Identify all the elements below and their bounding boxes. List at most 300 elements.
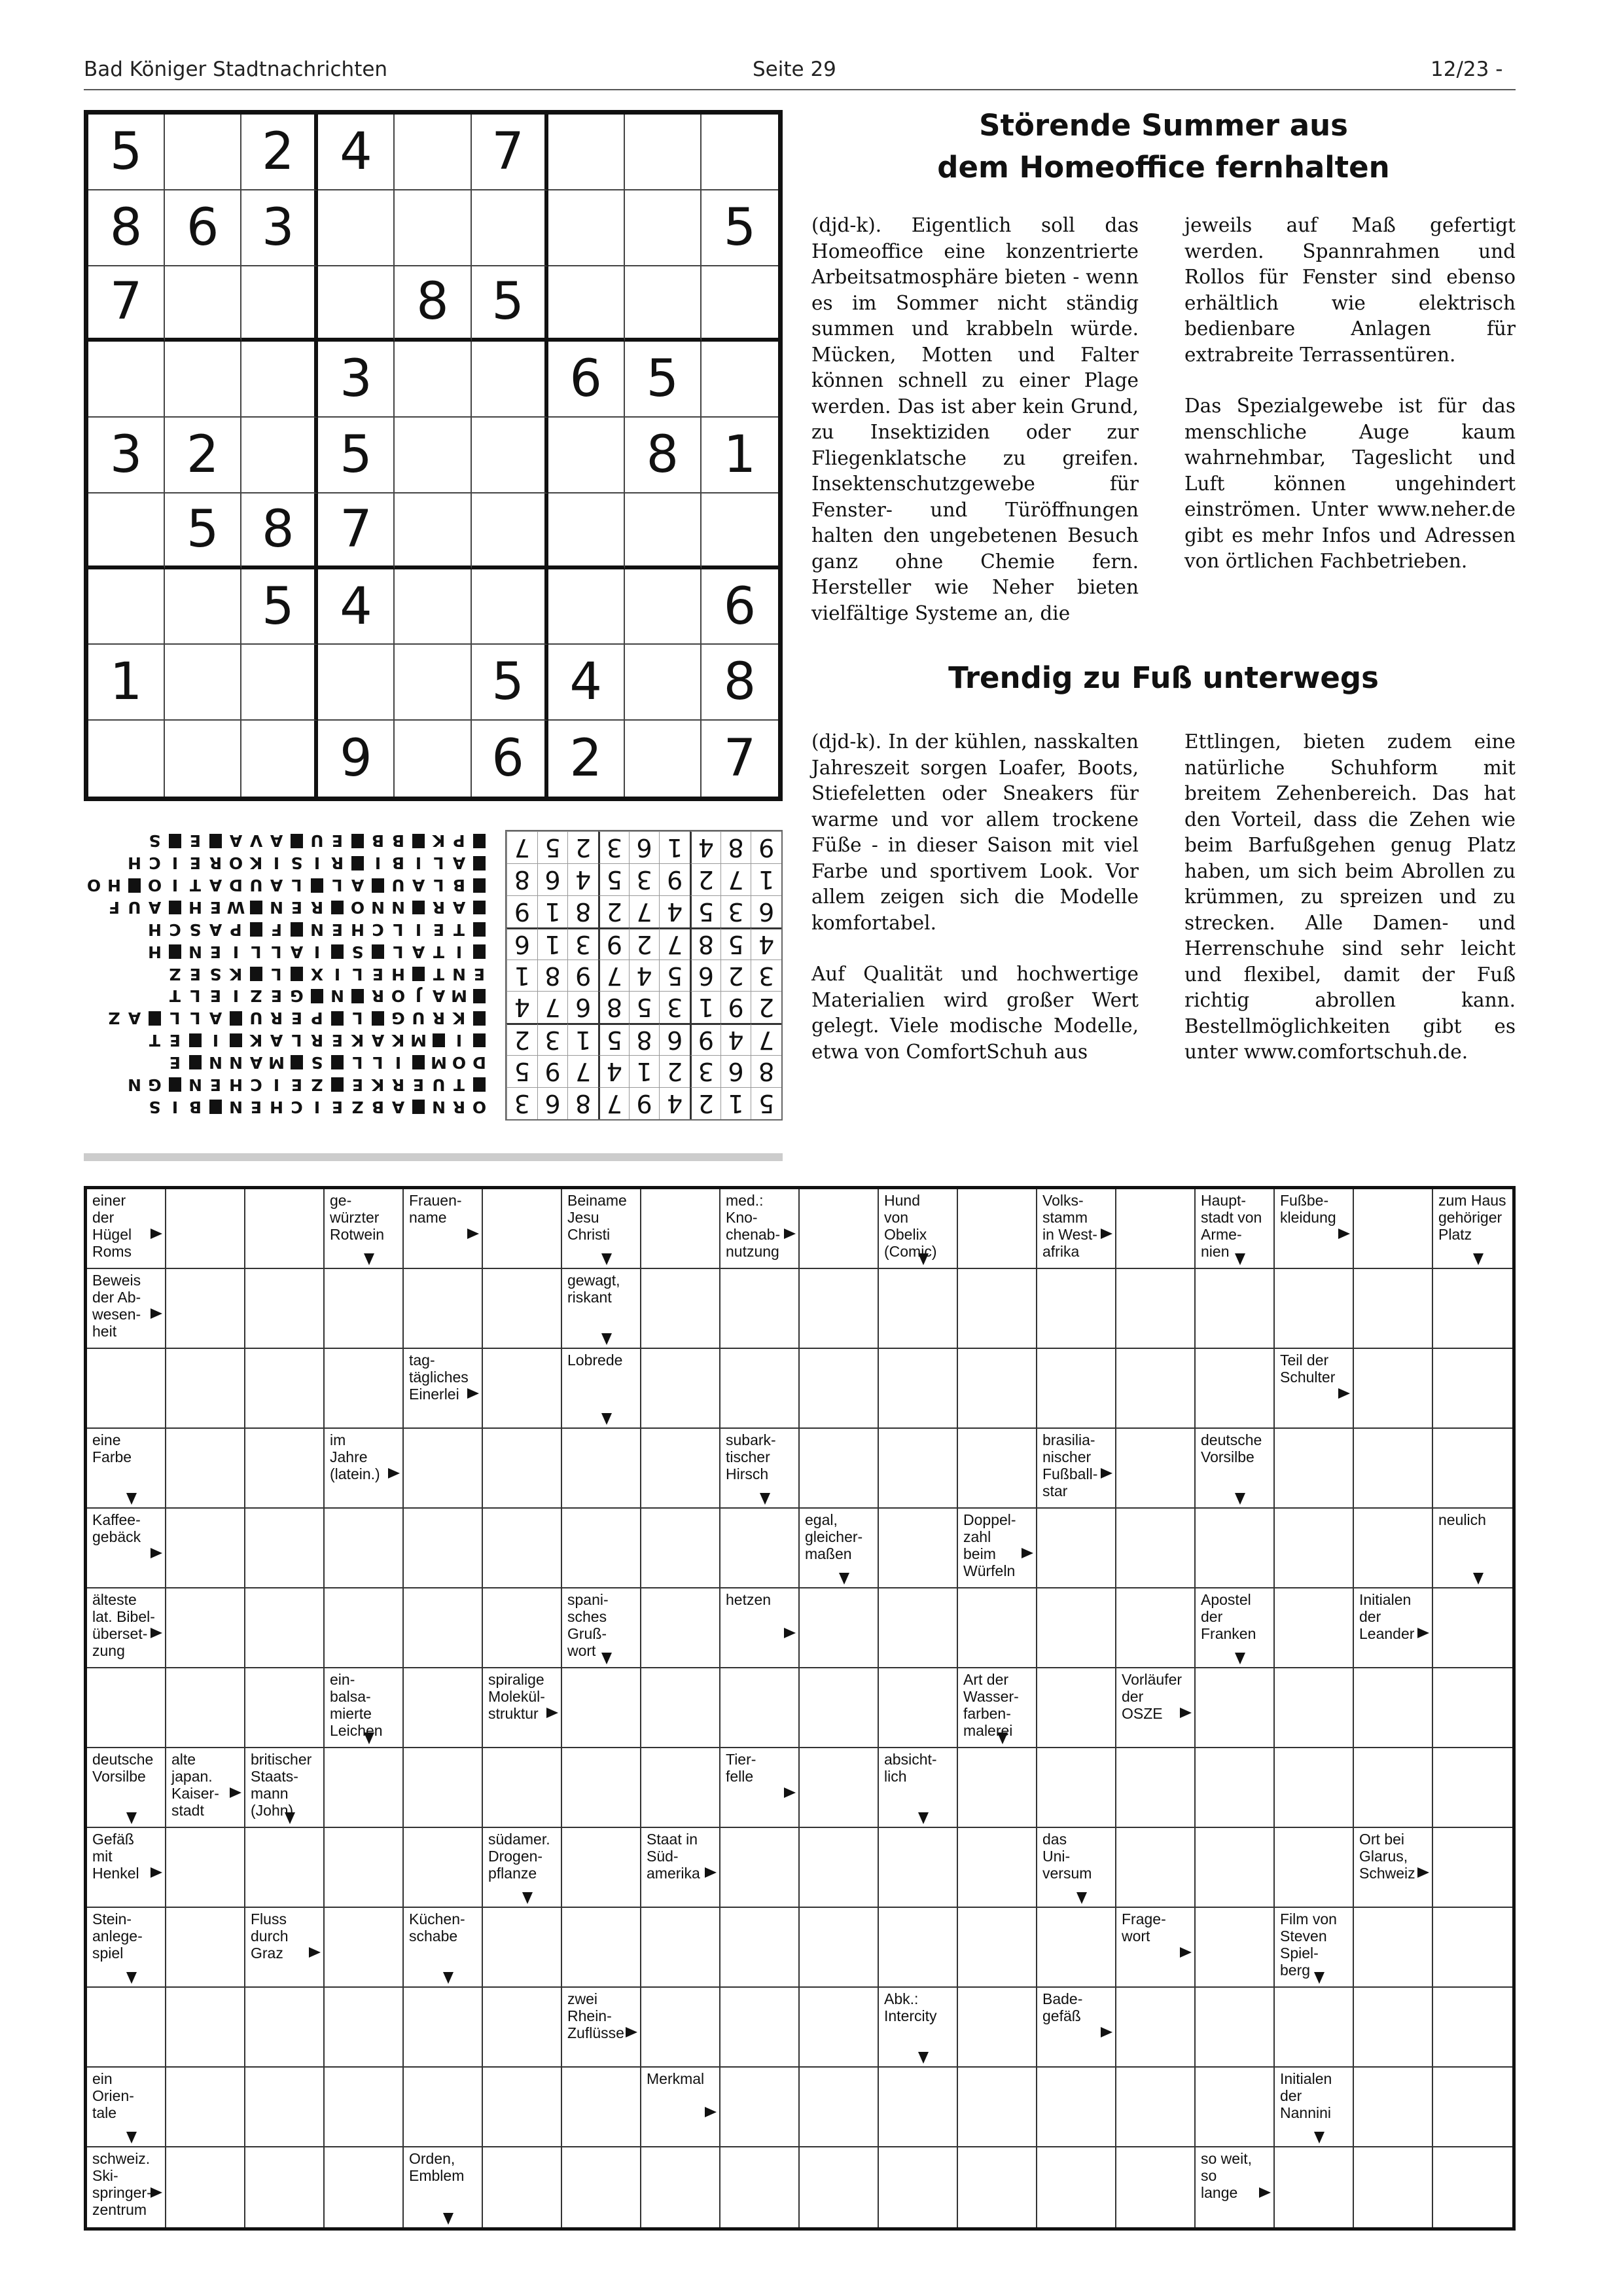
sudoku-cell[interactable]: 4 xyxy=(318,115,395,190)
crossword-answer-cell[interactable] xyxy=(325,2068,404,2147)
crossword-answer-cell[interactable] xyxy=(166,1668,245,1748)
crossword-clue-cell xyxy=(1196,1189,1275,1269)
crossword-answer-cell[interactable] xyxy=(958,1988,1037,2068)
crossword-answer-cell[interactable] xyxy=(1354,1509,1433,1588)
crossword-answer-cell[interactable] xyxy=(1116,2147,1196,2227)
crossword-answer-cell[interactable] xyxy=(245,1828,325,1908)
sudoku-cell[interactable] xyxy=(88,342,165,418)
crossword-answer-cell[interactable] xyxy=(1433,1748,1512,1828)
crossword-answer-cell[interactable] xyxy=(166,1908,245,1988)
crossword-answer-cell[interactable] xyxy=(720,2068,800,2147)
solution-letter: E xyxy=(291,897,303,917)
sudoku-cell[interactable] xyxy=(241,721,318,797)
crossword-answer-cell[interactable] xyxy=(720,1269,800,1349)
crossword-answer-cell[interactable] xyxy=(1354,1189,1433,1269)
crossword-answer-cell[interactable] xyxy=(641,1748,720,1828)
crossword-answer-cell[interactable] xyxy=(87,1668,166,1748)
crossword-answer-cell[interactable] xyxy=(404,1269,483,1349)
crossword-answer-cell[interactable] xyxy=(1196,1748,1275,1828)
crossword-answer-cell[interactable] xyxy=(1354,1429,1433,1509)
crossword-clue-cell xyxy=(641,2068,720,2147)
crossword-answer-cell[interactable] xyxy=(483,2147,562,2227)
crossword-answer-cell[interactable] xyxy=(483,2068,562,2147)
crossword-answer-cell[interactable] xyxy=(166,2147,245,2227)
crossword-answer-cell[interactable] xyxy=(1354,1748,1433,1828)
crossword-answer-cell[interactable] xyxy=(879,1429,958,1509)
crossword-answer-cell[interactable] xyxy=(879,1908,958,1988)
sudoku-cell[interactable] xyxy=(395,645,471,721)
solution-letter: T xyxy=(149,1031,161,1050)
sudoku-cell[interactable] xyxy=(702,493,778,569)
crossword-answer-cell[interactable] xyxy=(404,1509,483,1588)
crossword-answer-cell[interactable] xyxy=(641,1189,720,1269)
crossword-answer-cell[interactable] xyxy=(720,1908,800,1988)
sudoku-cell[interactable] xyxy=(395,569,471,645)
sudoku-cell[interactable]: 6 xyxy=(165,190,241,266)
crossword-answer-cell[interactable] xyxy=(483,1988,562,2068)
sudoku-cell[interactable] xyxy=(318,645,395,721)
sudoku-cell[interactable]: 5 xyxy=(318,418,395,493)
crossword-clue-text: Vorläufer der OSZE xyxy=(1122,1671,1182,1722)
sudoku-cell[interactable]: 3 xyxy=(241,190,318,266)
crossword-answer-cell[interactable] xyxy=(1196,2068,1275,2147)
solution-letter: L xyxy=(372,1052,383,1072)
arrow-down-icon xyxy=(1314,1972,1324,1984)
crossword-answer-cell[interactable] xyxy=(1275,1828,1354,1908)
crossword-answer-cell[interactable] xyxy=(166,1429,245,1509)
crossword-answer-cell[interactable] xyxy=(958,1588,1037,1668)
crossword-answer-cell[interactable] xyxy=(879,1588,958,1668)
sudoku-cell[interactable] xyxy=(165,266,241,342)
crossword-answer-cell[interactable] xyxy=(404,1748,483,1828)
crossword-answer-cell[interactable] xyxy=(1275,1429,1354,1509)
crossword-answer-cell[interactable] xyxy=(483,1748,562,1828)
crossword-answer-cell[interactable] xyxy=(720,1988,800,2068)
crossword-answer-cell[interactable] xyxy=(641,1349,720,1429)
sudoku-cell[interactable] xyxy=(88,569,165,645)
crossword-answer-cell[interactable] xyxy=(166,1189,245,1269)
sudoku-cell[interactable]: 8 xyxy=(702,645,778,721)
crossword-answer-cell[interactable] xyxy=(1116,1748,1196,1828)
crossword-answer-cell[interactable] xyxy=(1196,1828,1275,1908)
crossword-answer-cell[interactable] xyxy=(483,1509,562,1588)
crossword-answer-cell[interactable] xyxy=(483,1588,562,1668)
sudoku-cell[interactable] xyxy=(318,266,395,342)
sudoku-cell[interactable] xyxy=(548,418,625,493)
sudoku-cell[interactable] xyxy=(395,115,471,190)
crossword-answer-cell[interactable] xyxy=(641,1509,720,1588)
crossword-answer-cell[interactable] xyxy=(166,1988,245,2068)
sudoku-cell[interactable] xyxy=(548,115,625,190)
crossword-answer-cell[interactable] xyxy=(1354,1668,1433,1748)
sudoku-cell[interactable] xyxy=(165,645,241,721)
crossword-clue-cell xyxy=(641,1828,720,1908)
sudoku-cell[interactable] xyxy=(625,721,702,797)
crossword-answer-cell[interactable] xyxy=(879,2068,958,2147)
crossword-answer-cell[interactable] xyxy=(325,1349,404,1429)
crossword-answer-cell[interactable] xyxy=(958,1269,1037,1349)
crossword-answer-cell[interactable] xyxy=(1037,1509,1116,1588)
crossword-answer-cell[interactable] xyxy=(1116,1988,1196,2068)
solution-sudoku-cell: 5 xyxy=(720,927,751,960)
crossword-answer-cell[interactable] xyxy=(1116,1509,1196,1588)
sudoku-cell[interactable] xyxy=(472,418,548,493)
sudoku-cell[interactable]: 7 xyxy=(472,115,548,190)
crossword-answer-cell[interactable] xyxy=(1433,1269,1512,1349)
solution-letter: E xyxy=(291,1009,303,1028)
crossword-answer-cell[interactable] xyxy=(404,1828,483,1908)
crossword-answer-cell[interactable] xyxy=(87,1988,166,2068)
sudoku-cell[interactable] xyxy=(625,569,702,645)
crossword-answer-cell[interactable] xyxy=(1275,1668,1354,1748)
crossword-answer-cell[interactable] xyxy=(1037,1349,1116,1429)
crossword-answer-cell[interactable] xyxy=(800,2068,879,2147)
sudoku-cell[interactable]: 5 xyxy=(165,493,241,569)
crossword-answer-cell[interactable] xyxy=(958,2147,1037,2227)
crossword-answer-cell[interactable] xyxy=(958,1429,1037,1509)
article2-paragraph: Auf Qualität und hochwertige Materialien wird großer Wert gelegt. Viele modische Modelle, etwa von ComfortSchuh aus xyxy=(811,963,1139,1063)
article1-title-line1: Störende Summer aus xyxy=(979,108,1348,143)
sudoku-cell[interactable]: 3 xyxy=(88,418,165,493)
crossword-answer-cell[interactable] xyxy=(879,1668,958,1748)
crossword-answer-cell[interactable] xyxy=(87,1349,166,1429)
sudoku-cell[interactable]: 3 xyxy=(318,342,395,418)
sudoku-cell[interactable] xyxy=(241,266,318,342)
sudoku-cell[interactable] xyxy=(702,115,778,190)
crossword-answer-cell[interactable] xyxy=(562,1828,641,1908)
crossword-answer-cell[interactable] xyxy=(720,1349,800,1429)
crossword-answer-cell[interactable] xyxy=(879,1269,958,1349)
sudoku-cell[interactable] xyxy=(395,342,471,418)
crossword-answer-cell[interactable] xyxy=(800,2147,879,2227)
crossword-answer-cell[interactable] xyxy=(404,1429,483,1509)
solution-letter xyxy=(124,1096,145,1118)
crossword-answer-cell[interactable] xyxy=(1116,2068,1196,2147)
crossword-clue-text: eine Farbe xyxy=(92,1431,132,1465)
crossword-answer-cell[interactable] xyxy=(800,1349,879,1429)
crossword-answer-cell[interactable] xyxy=(958,1349,1037,1429)
crossword-answer-cell[interactable] xyxy=(1433,2068,1512,2147)
sudoku-cell[interactable] xyxy=(625,645,702,721)
crossword-answer-cell[interactable] xyxy=(245,1668,325,1748)
crossword-answer-cell[interactable] xyxy=(1433,1668,1512,1748)
crossword-answer-cell[interactable] xyxy=(1433,1588,1512,1668)
sudoku-cell[interactable] xyxy=(318,190,395,266)
sudoku-cell[interactable] xyxy=(165,342,241,418)
solution-sudoku-cell: 4 xyxy=(751,927,781,960)
crossword-answer-cell[interactable] xyxy=(562,1748,641,1828)
arrow-down-icon xyxy=(1235,1493,1245,1505)
arrow-right-icon xyxy=(467,1388,479,1399)
crossword-answer-cell[interactable] xyxy=(562,2068,641,2147)
sudoku-cell[interactable]: 4 xyxy=(548,645,625,721)
sudoku-cell[interactable]: 9 xyxy=(318,721,395,797)
crossword-answer-cell[interactable] xyxy=(800,1748,879,1828)
solution-letter: R xyxy=(330,853,344,873)
crossword-answer-cell[interactable] xyxy=(958,1748,1037,1828)
crossword-answer-cell[interactable] xyxy=(641,1588,720,1668)
crossword-answer-cell[interactable] xyxy=(1275,2147,1354,2227)
crossword-answer-cell[interactable] xyxy=(641,1988,720,2068)
sudoku-cell[interactable]: 1 xyxy=(702,418,778,493)
crossword-answer-cell[interactable] xyxy=(720,1828,800,1908)
sudoku-cell[interactable] xyxy=(165,115,241,190)
sudoku-cell[interactable] xyxy=(548,266,625,342)
sudoku-cell[interactable] xyxy=(241,418,318,493)
crossword-answer-cell[interactable] xyxy=(1196,1908,1275,1988)
sudoku-cell[interactable]: 2 xyxy=(548,721,625,797)
solution-letter: E xyxy=(169,1031,181,1050)
crossword-answer-cell[interactable] xyxy=(1116,1269,1196,1349)
solution-letter: I xyxy=(334,964,341,984)
crossword-answer-cell[interactable] xyxy=(166,2068,245,2147)
sudoku-cell[interactable]: 5 xyxy=(472,266,548,342)
crossword-answer-cell[interactable] xyxy=(1275,1509,1354,1588)
sudoku-cell[interactable] xyxy=(625,493,702,569)
crossword-answer-cell[interactable] xyxy=(1037,1748,1116,1828)
solution-letter: F xyxy=(270,920,283,939)
crossword-answer-cell[interactable] xyxy=(562,1429,641,1509)
arrow-right-icon xyxy=(151,2187,162,2198)
crossword-answer-cell[interactable] xyxy=(800,1828,879,1908)
crossword-answer-cell[interactable] xyxy=(1037,1588,1116,1668)
crossword-answer-cell[interactable] xyxy=(325,1988,404,2068)
crossword-answer-cell[interactable] xyxy=(1275,1748,1354,1828)
crossword-answer-cell[interactable] xyxy=(1354,2068,1433,2147)
solution-letter: B xyxy=(371,831,385,851)
sudoku-cell[interactable]: 6 xyxy=(472,721,548,797)
solution-letter: O xyxy=(86,876,101,895)
arrow-down-icon xyxy=(443,1972,453,1984)
crossword-answer-cell[interactable] xyxy=(720,2147,800,2227)
solution-letter: N xyxy=(452,964,466,984)
crossword-answer-cell[interactable] xyxy=(166,1588,245,1668)
crossword-answer-cell[interactable] xyxy=(1354,1908,1433,1988)
sudoku-cell[interactable]: 8 xyxy=(395,266,471,342)
crossword-answer-cell[interactable] xyxy=(562,1668,641,1748)
crossword-answer-cell[interactable] xyxy=(1196,1349,1275,1429)
crossword-answer-cell[interactable] xyxy=(325,2147,404,2227)
sudoku-cell[interactable] xyxy=(472,342,548,418)
sudoku-cell[interactable]: 7 xyxy=(318,493,395,569)
crossword-answer-cell[interactable] xyxy=(245,1429,325,1509)
sudoku-cell[interactable]: 7 xyxy=(88,266,165,342)
crossword-answer-cell[interactable] xyxy=(641,2147,720,2227)
crossword-answer-cell[interactable] xyxy=(1354,2147,1433,2227)
crossword-answer-cell[interactable] xyxy=(562,1908,641,1988)
crossword-answer-cell[interactable] xyxy=(958,1828,1037,1908)
crossword-answer-cell[interactable] xyxy=(1433,1988,1512,2068)
crossword-answer-cell[interactable] xyxy=(325,1748,404,1828)
sudoku-cell[interactable]: 6 xyxy=(548,342,625,418)
crossword-answer-cell[interactable] xyxy=(720,1668,800,1748)
sudoku-cell[interactable] xyxy=(395,721,471,797)
crossword-answer-cell[interactable] xyxy=(1196,1509,1275,1588)
crossword-answer-cell[interactable] xyxy=(800,1668,879,1748)
crossword-answer-cell[interactable] xyxy=(404,1668,483,1748)
sudoku-cell[interactable] xyxy=(548,190,625,266)
solution-letter: A xyxy=(148,897,162,917)
sudoku-cell[interactable]: 6 xyxy=(702,569,778,645)
crossword-answer-cell[interactable] xyxy=(1196,1668,1275,1748)
sudoku-cell[interactable]: 2 xyxy=(241,115,318,190)
solution-block xyxy=(351,856,364,870)
crossword-answer-cell[interactable] xyxy=(1037,2147,1116,2227)
sudoku-cell[interactable] xyxy=(395,190,471,266)
sudoku-cell[interactable] xyxy=(241,645,318,721)
sudoku-cell[interactable] xyxy=(395,493,471,569)
sudoku-cell[interactable]: 5 xyxy=(472,645,548,721)
crossword-answer-cell[interactable] xyxy=(166,1828,245,1908)
crossword-answer-cell[interactable] xyxy=(641,1269,720,1349)
crossword-answer-cell[interactable] xyxy=(166,1509,245,1588)
crossword-answer-cell[interactable] xyxy=(1433,1349,1512,1429)
crossword-answer-cell[interactable] xyxy=(404,2068,483,2147)
sudoku-cell[interactable] xyxy=(702,266,778,342)
crossword-answer-cell[interactable] xyxy=(483,1189,562,1269)
crossword-answer-cell[interactable] xyxy=(483,1349,562,1429)
crossword-answer-cell[interactable] xyxy=(166,1269,245,1349)
solution-letter xyxy=(104,1051,124,1073)
crossword-answer-cell[interactable] xyxy=(1275,1269,1354,1349)
sudoku-cell[interactable] xyxy=(548,569,625,645)
crossword-answer-cell[interactable] xyxy=(483,1429,562,1509)
sudoku-cell[interactable] xyxy=(625,190,702,266)
crossword-answer-cell[interactable] xyxy=(245,1349,325,1429)
crossword-answer-cell[interactable] xyxy=(325,1908,404,1988)
crossword-answer-cell[interactable] xyxy=(1275,1588,1354,1668)
crossword-answer-cell[interactable] xyxy=(958,2068,1037,2147)
crossword-answer-cell[interactable] xyxy=(1433,1908,1512,1988)
crossword-answer-cell[interactable] xyxy=(879,2147,958,2227)
sudoku-cell[interactable] xyxy=(472,493,548,569)
crossword-answer-cell[interactable] xyxy=(404,1588,483,1668)
crossword-answer-cell[interactable] xyxy=(1196,1269,1275,1349)
sudoku-cell[interactable]: 5 xyxy=(702,190,778,266)
solution-block xyxy=(169,1077,181,1092)
crossword-answer-cell[interactable] xyxy=(800,1269,879,1349)
sudoku-cell[interactable]: 5 xyxy=(625,342,702,418)
sudoku-cell[interactable] xyxy=(625,266,702,342)
crossword-answer-cell[interactable] xyxy=(483,1908,562,1988)
sudoku-cell[interactable] xyxy=(165,721,241,797)
sudoku-cell[interactable] xyxy=(395,418,471,493)
sudoku-cell[interactable]: 5 xyxy=(88,115,165,190)
crossword-answer-cell[interactable] xyxy=(1116,1349,1196,1429)
solution-block xyxy=(311,878,323,893)
solution-letter xyxy=(145,1051,165,1073)
crossword-clue-text: Lobrede xyxy=(567,1352,623,1369)
crossword-answer-cell[interactable] xyxy=(1116,1189,1196,1269)
crossword-answer-cell[interactable] xyxy=(1275,1988,1354,2068)
crossword-answer-cell[interactable] xyxy=(1354,1349,1433,1429)
crossword-answer-cell[interactable] xyxy=(641,1668,720,1748)
sudoku-cell[interactable]: 8 xyxy=(625,418,702,493)
sudoku-cell[interactable]: 5 xyxy=(241,569,318,645)
crossword-answer-cell[interactable] xyxy=(1037,2068,1116,2147)
sudoku-cell[interactable] xyxy=(702,342,778,418)
crossword-answer-cell[interactable] xyxy=(245,1588,325,1668)
crossword-clue-text: brasilia- nischer Fußball- star xyxy=(1042,1431,1098,1499)
sudoku-cell[interactable]: 2 xyxy=(165,418,241,493)
crossword-answer-cell[interactable] xyxy=(641,1429,720,1509)
crossword-answer-cell[interactable] xyxy=(562,2147,641,2227)
crossword-answer-cell[interactable] xyxy=(800,1588,879,1668)
solution-letter: W xyxy=(226,897,245,917)
crossword-answer-cell[interactable] xyxy=(562,1509,641,1588)
crossword-answer-cell[interactable] xyxy=(325,1269,404,1349)
crossword-answer-cell[interactable] xyxy=(1433,1828,1512,1908)
solution-letter: R xyxy=(452,1097,466,1117)
sudoku-cell[interactable] xyxy=(472,569,548,645)
crossword-answer-cell[interactable] xyxy=(1354,1269,1433,1349)
sudoku-cell[interactable]: 1 xyxy=(88,645,165,721)
crossword-answer-cell[interactable] xyxy=(879,1828,958,1908)
crossword-answer-cell[interactable] xyxy=(245,1988,325,2068)
solution-letter: H xyxy=(128,853,141,873)
sudoku-cell[interactable]: 8 xyxy=(241,493,318,569)
solution-letter: L xyxy=(190,986,201,1006)
crossword-answer-cell[interactable] xyxy=(245,1189,325,1269)
crossword-answer-cell[interactable] xyxy=(1037,1668,1116,1748)
sudoku-cell[interactable] xyxy=(625,115,702,190)
crossword-answer-cell[interactable] xyxy=(641,1908,720,1988)
crossword-answer-cell[interactable] xyxy=(800,1189,879,1269)
crossword-answer-cell[interactable] xyxy=(958,1908,1037,1988)
crossword-answer-cell[interactable] xyxy=(800,1908,879,1988)
crossword-answer-cell[interactable] xyxy=(800,1429,879,1509)
crossword-answer-cell[interactable] xyxy=(404,1988,483,2068)
sudoku-cell[interactable]: 8 xyxy=(88,190,165,266)
crossword-answer-cell[interactable] xyxy=(483,1269,562,1349)
solution-letter: S xyxy=(149,831,161,851)
crossword-answer-cell[interactable] xyxy=(245,2068,325,2147)
crossword-answer-cell[interactable] xyxy=(325,1588,404,1668)
crossword-answer-cell[interactable] xyxy=(1116,1588,1196,1668)
sudoku-cell[interactable] xyxy=(241,342,318,418)
sudoku-cell[interactable] xyxy=(165,569,241,645)
solution-sudoku-cell: 9 xyxy=(720,991,751,1023)
sudoku-cell[interactable] xyxy=(88,721,165,797)
crossword-answer-cell[interactable] xyxy=(325,1828,404,1908)
sudoku-cell[interactable] xyxy=(472,190,548,266)
crossword-answer-cell[interactable] xyxy=(1037,1908,1116,1988)
sudoku-cell[interactable] xyxy=(88,493,165,569)
crossword-answer-cell[interactable] xyxy=(166,1349,245,1429)
crossword-answer-cell[interactable] xyxy=(720,1509,800,1588)
crossword-answer-cell[interactable] xyxy=(1116,1429,1196,1509)
crossword-answer-cell[interactable] xyxy=(1116,1828,1196,1908)
crossword-answer-cell[interactable] xyxy=(245,1269,325,1349)
crossword-answer-cell[interactable] xyxy=(1196,1988,1275,2068)
crossword-answer-cell[interactable] xyxy=(1354,1988,1433,2068)
sudoku-cell[interactable]: 4 xyxy=(318,569,395,645)
sudoku-cell[interactable]: 7 xyxy=(723,729,756,789)
arrow-down-icon xyxy=(760,1493,770,1505)
sudoku-cell[interactable] xyxy=(548,493,625,569)
crossword-answer-cell[interactable] xyxy=(879,1349,958,1429)
crossword-answer-cell[interactable] xyxy=(245,1509,325,1588)
crossword-answer-cell[interactable] xyxy=(1037,1269,1116,1349)
solution-letter: S xyxy=(209,964,222,984)
crossword-answer-cell[interactable] xyxy=(1433,2147,1512,2227)
crossword-answer-cell[interactable] xyxy=(879,1509,958,1588)
crossword-answer-cell[interactable] xyxy=(958,1189,1037,1269)
crossword-answer-cell[interactable] xyxy=(325,1509,404,1588)
crossword-answer-cell[interactable] xyxy=(800,1988,879,2068)
crossword-answer-cell[interactable] xyxy=(245,2147,325,2227)
crossword-answer-cell[interactable] xyxy=(1433,1429,1512,1509)
